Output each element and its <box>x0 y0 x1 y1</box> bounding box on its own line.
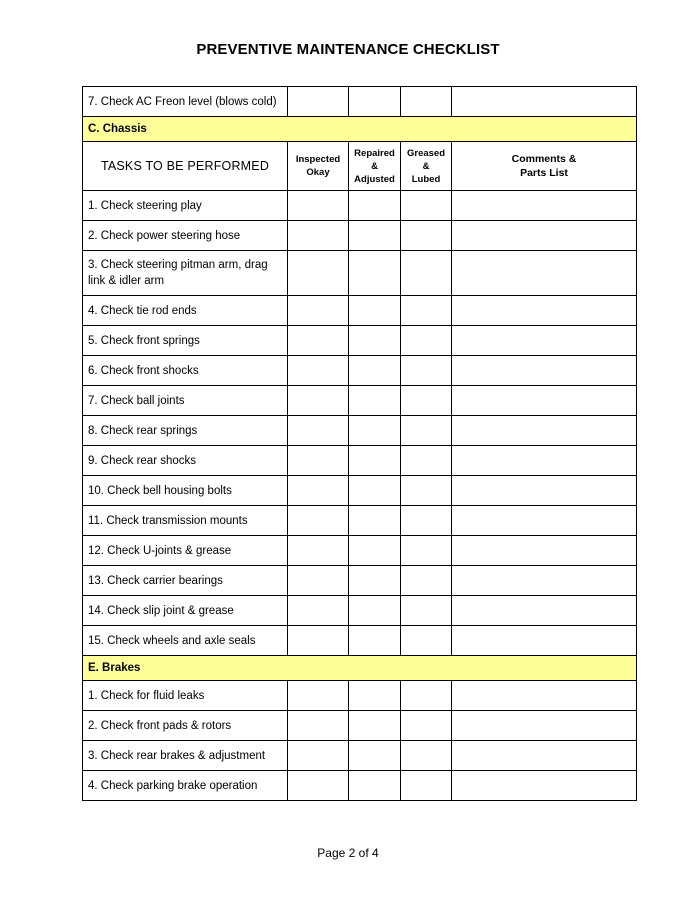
greased-cell[interactable] <box>401 221 452 251</box>
repaired-cell[interactable] <box>349 251 401 296</box>
repaired-cell[interactable] <box>349 326 401 356</box>
table-row <box>83 326 637 356</box>
task-label: 5. Check front springs <box>83 326 288 356</box>
inspected-cell[interactable] <box>288 626 349 656</box>
repaired-cell[interactable] <box>349 221 401 251</box>
section-title: C. Chassis <box>83 117 637 142</box>
task-label: 8. Check rear springs <box>83 416 288 446</box>
repaired-cell[interactable] <box>349 771 401 801</box>
table-row <box>83 191 637 221</box>
comments-cell[interactable] <box>452 681 637 711</box>
brakes-tasks <box>83 681 637 801</box>
comments-cell[interactable] <box>452 296 637 326</box>
table-row <box>83 221 637 251</box>
inspected-cell[interactable] <box>288 87 349 117</box>
task-label: 7. Check AC Freon level (blows cold) <box>83 87 288 117</box>
greased-cell[interactable] <box>401 506 452 536</box>
inspected-cell[interactable] <box>288 221 349 251</box>
task-label: 15. Check wheels and axle seals <box>83 626 288 656</box>
greased-cell[interactable] <box>401 326 452 356</box>
comments-cell[interactable] <box>452 626 637 656</box>
repaired-cell[interactable] <box>349 536 401 566</box>
inspected-cell[interactable] <box>288 476 349 506</box>
page-title: PREVENTIVE MAINTENANCE CHECKLIST <box>196 41 500 58</box>
repaired-cell[interactable] <box>349 626 401 656</box>
table-row <box>83 296 637 326</box>
greased-column-header: Greased & Lubed <box>401 142 452 191</box>
comments-cell[interactable] <box>452 476 637 506</box>
repaired-column-header: Repaired & Adjusted <box>349 142 401 191</box>
section-header-brakes <box>83 656 637 681</box>
table-row <box>83 476 637 506</box>
page-number: Page 2 of 4 <box>317 846 379 860</box>
greased-cell[interactable] <box>401 711 452 741</box>
task-label: 11. Check transmission mounts <box>83 506 288 536</box>
comments-cell[interactable] <box>452 566 637 596</box>
inspected-column-header: Inspected Okay <box>288 142 349 191</box>
task-label: 13. Check carrier bearings <box>83 566 288 596</box>
greased-cell[interactable] <box>401 296 452 326</box>
section-header-chassis <box>83 117 637 142</box>
repaired-cell[interactable] <box>349 87 401 117</box>
task-label: 2. Check power steering hose <box>83 221 288 251</box>
comments-cell[interactable] <box>452 596 637 626</box>
inspected-cell[interactable] <box>288 771 349 801</box>
task-label: 10. Check bell housing bolts <box>83 476 288 506</box>
inspected-cell[interactable] <box>288 251 349 296</box>
greased-cell[interactable] <box>401 386 452 416</box>
section-title: E. Brakes <box>83 656 637 681</box>
column-header-row <box>83 142 637 191</box>
table-row <box>83 711 637 741</box>
greased-cell[interactable] <box>401 87 452 117</box>
repaired-cell[interactable] <box>349 506 401 536</box>
greased-cell[interactable] <box>401 251 452 296</box>
task-label: 9. Check rear shocks <box>83 446 288 476</box>
task-label: 1. Check steering play <box>83 191 288 221</box>
greased-cell[interactable] <box>401 446 452 476</box>
table-row <box>83 251 637 296</box>
task-label: 2. Check front pads & rotors <box>83 711 288 741</box>
table-row <box>83 356 637 386</box>
inspected-cell[interactable] <box>288 296 349 326</box>
repaired-cell[interactable] <box>349 596 401 626</box>
table-row <box>83 87 637 117</box>
comments-cell[interactable] <box>452 386 637 416</box>
comments-cell[interactable] <box>452 536 637 566</box>
inspected-cell[interactable] <box>288 356 349 386</box>
greased-cell[interactable] <box>401 681 452 711</box>
inspected-cell[interactable] <box>288 711 349 741</box>
table-row <box>83 446 637 476</box>
repaired-cell[interactable] <box>349 446 401 476</box>
comments-cell[interactable] <box>452 251 637 296</box>
greased-cell[interactable] <box>401 191 452 221</box>
inspected-cell[interactable] <box>288 596 349 626</box>
task-label: 12. Check U-joints & grease <box>83 536 288 566</box>
repaired-cell[interactable] <box>349 386 401 416</box>
table-row <box>83 741 637 771</box>
repaired-cell[interactable] <box>349 566 401 596</box>
greased-cell[interactable] <box>401 771 452 801</box>
comments-cell[interactable] <box>452 87 637 117</box>
inspected-cell[interactable] <box>288 566 349 596</box>
tasks-column-header: TASKS TO BE PERFORMED <box>83 142 288 191</box>
table-row <box>83 626 637 656</box>
comments-cell[interactable] <box>452 416 637 446</box>
comments-cell[interactable] <box>452 506 637 536</box>
repaired-cell[interactable] <box>349 296 401 326</box>
table-row <box>83 386 637 416</box>
greased-cell[interactable] <box>401 596 452 626</box>
comments-cell[interactable] <box>452 771 637 801</box>
repaired-cell[interactable] <box>349 356 401 386</box>
inspected-cell[interactable] <box>288 416 349 446</box>
task-label: 4. Check tie rod ends <box>83 296 288 326</box>
task-label: 3. Check rear brakes & adjustment <box>83 741 288 771</box>
table-row <box>83 536 637 566</box>
task-label: 14. Check slip joint & grease <box>83 596 288 626</box>
chassis-tasks <box>83 191 637 656</box>
repaired-cell[interactable] <box>349 681 401 711</box>
inspected-cell[interactable] <box>288 536 349 566</box>
greased-cell[interactable] <box>401 626 452 656</box>
comments-cell[interactable] <box>452 326 637 356</box>
repaired-cell[interactable] <box>349 711 401 741</box>
repaired-cell[interactable] <box>349 476 401 506</box>
repaired-cell[interactable] <box>349 191 401 221</box>
greased-cell[interactable] <box>401 566 452 596</box>
inspected-cell[interactable] <box>288 446 349 476</box>
inspected-cell[interactable] <box>288 681 349 711</box>
greased-cell[interactable] <box>401 741 452 771</box>
comments-column-header: Comments & Parts List <box>452 142 637 191</box>
inspected-cell[interactable] <box>288 191 349 221</box>
inspected-cell[interactable] <box>288 386 349 416</box>
table-row <box>83 681 637 711</box>
task-label: 7. Check ball joints <box>83 386 288 416</box>
inspected-cell[interactable] <box>288 741 349 771</box>
task-label: 4. Check parking brake operation <box>83 771 288 801</box>
comments-cell[interactable] <box>452 711 637 741</box>
greased-cell[interactable] <box>401 416 452 446</box>
greased-cell[interactable] <box>401 356 452 386</box>
table-row <box>83 416 637 446</box>
comments-cell[interactable] <box>452 446 637 476</box>
table-row <box>83 596 637 626</box>
task-label: 1. Check for fluid leaks <box>83 681 288 711</box>
inspected-cell[interactable] <box>288 326 349 356</box>
comments-cell[interactable] <box>452 221 637 251</box>
comments-cell[interactable] <box>452 741 637 771</box>
comments-cell[interactable] <box>452 356 637 386</box>
table-row <box>83 506 637 536</box>
repaired-cell[interactable] <box>349 416 401 446</box>
table-row <box>83 566 637 596</box>
inspected-cell[interactable] <box>288 506 349 536</box>
comments-cell[interactable] <box>452 191 637 221</box>
table-row <box>83 771 637 801</box>
task-label: 6. Check front shocks <box>83 356 288 386</box>
repaired-cell[interactable] <box>349 741 401 771</box>
task-label: 3. Check steering pitman arm, drag link & idler arm <box>83 251 288 296</box>
greased-cell[interactable] <box>401 536 452 566</box>
greased-cell[interactable] <box>401 476 452 506</box>
checklist-table <box>82 86 637 801</box>
